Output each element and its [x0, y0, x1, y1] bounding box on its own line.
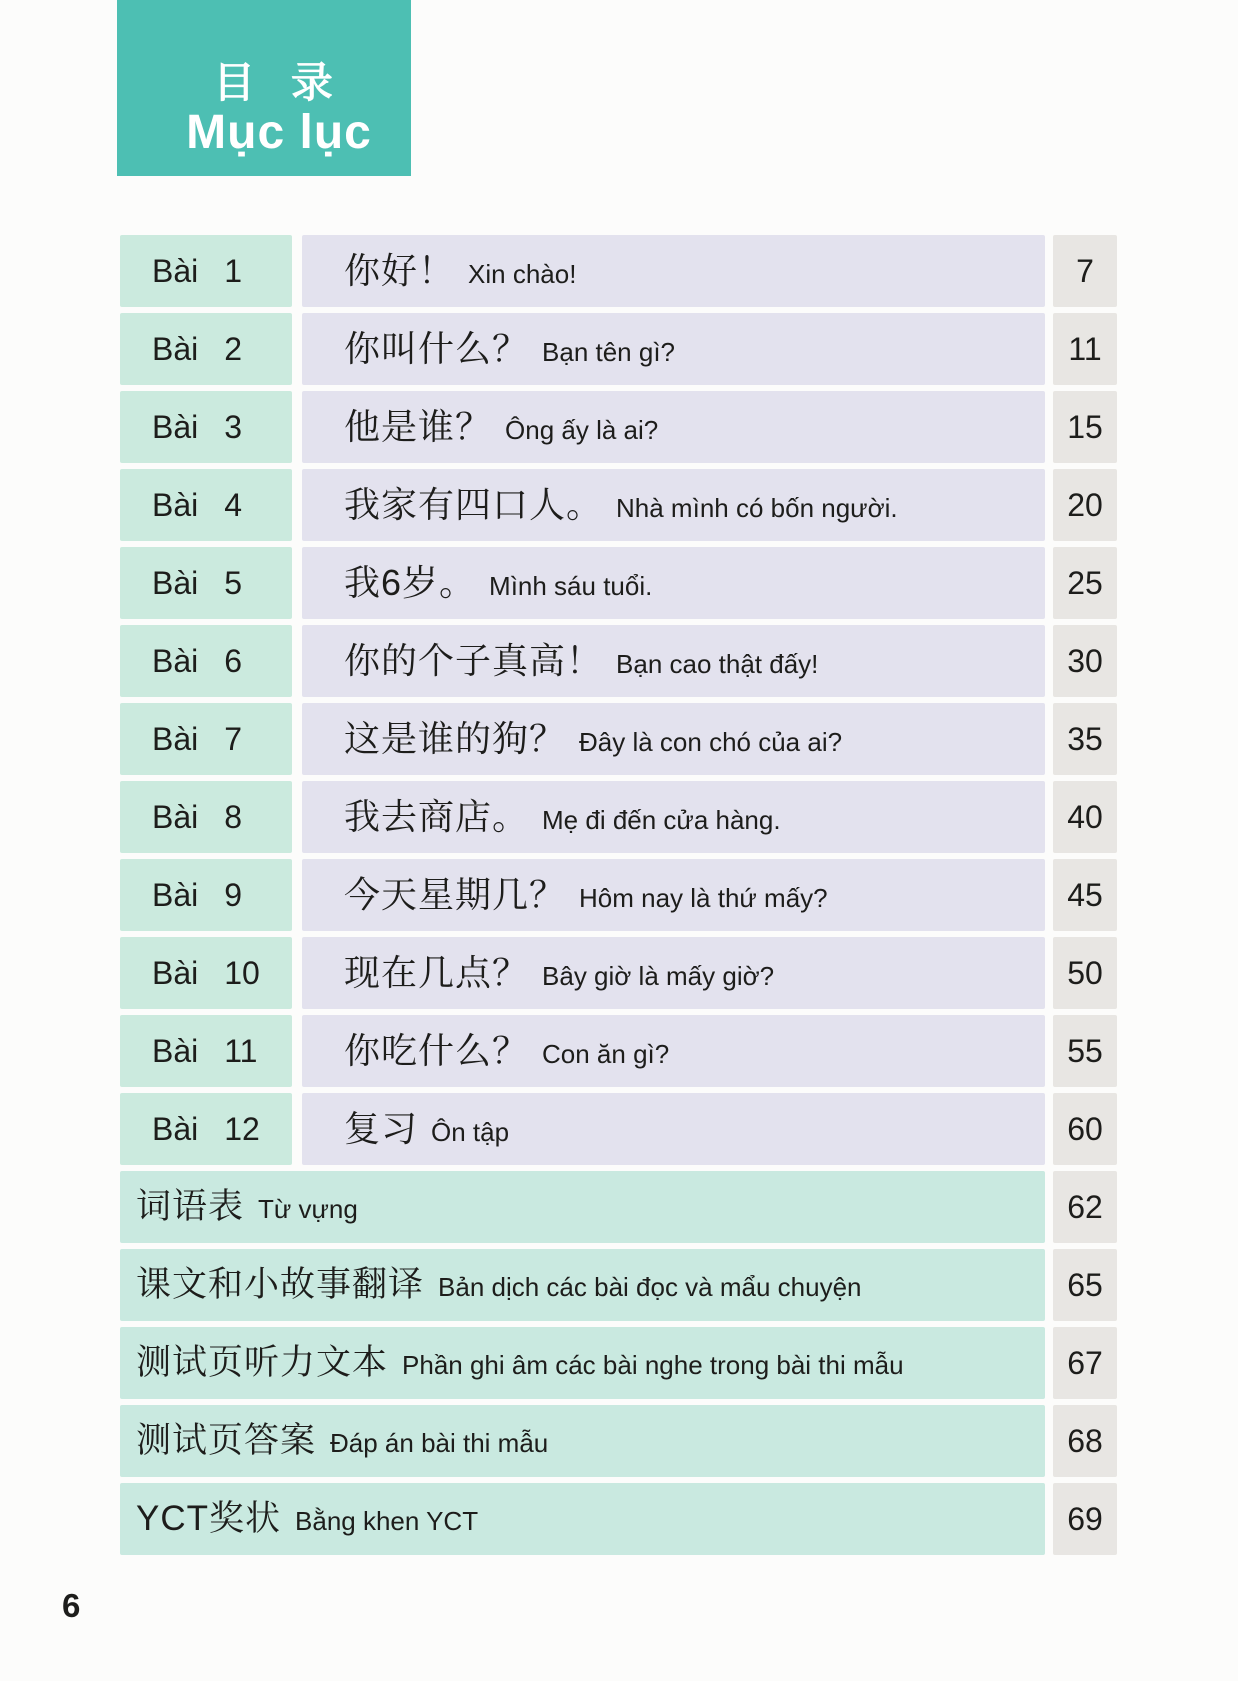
lesson-page-cell	[1053, 391, 1117, 463]
section-page-number: 62	[1067, 1189, 1103, 1225]
lesson-label: Bài	[152, 331, 199, 367]
lesson-title-cell	[302, 469, 1045, 541]
lesson-title-vietnamese: Xin chào!	[468, 259, 577, 289]
section-title-cell	[120, 1171, 1045, 1243]
lesson-page-number: 50	[1067, 955, 1103, 991]
toc-title-chinese: 目 录	[213, 58, 345, 106]
toc-lesson-row	[120, 625, 1117, 697]
lesson-title-chinese: 这是谁的狗？	[344, 718, 567, 759]
lesson-title-chinese: 你好！	[344, 250, 456, 291]
lesson-page-cell	[1053, 703, 1117, 775]
lesson-page-number: 30	[1067, 643, 1103, 679]
book-page-number: 6	[62, 1587, 81, 1624]
lesson-page-number: 7	[1076, 253, 1094, 289]
toc-lesson-row	[120, 937, 1117, 1009]
section-page-number: 69	[1067, 1501, 1103, 1537]
lesson-title-chinese: 复习	[344, 1108, 419, 1149]
section-title-vietnamese: Bằng khen YCT	[295, 1506, 479, 1536]
lesson-title-chinese: 我6岁。	[344, 562, 477, 603]
lesson-number: 11	[224, 1033, 258, 1069]
lesson-number-cell	[120, 781, 292, 853]
toc-lesson-row	[120, 547, 1117, 619]
lesson-title-chinese: 你的个子真高！	[344, 640, 604, 681]
lesson-page-cell	[1053, 1093, 1117, 1165]
lesson-label: Bài	[152, 253, 199, 289]
lesson-title-vietnamese: Bạn tên gì?	[542, 337, 676, 367]
section-title-chinese: 课文和小故事翻译	[136, 1265, 425, 1304]
toc-section-row	[120, 1483, 1117, 1555]
lesson-title-vietnamese: Hôm nay là thứ mấy?	[579, 883, 828, 913]
lesson-title-cell	[302, 859, 1045, 931]
lesson-number: 9	[224, 877, 243, 913]
toc-section-row	[120, 1249, 1117, 1321]
section-page-cell	[1053, 1171, 1117, 1243]
lesson-title-vietnamese: Ông ấy là ai?	[505, 415, 659, 445]
section-title-cell	[120, 1327, 1045, 1399]
toc-lesson-row	[120, 1015, 1117, 1087]
section-page-number: 65	[1067, 1267, 1103, 1303]
lesson-page-cell	[1053, 313, 1117, 385]
lesson-label: Bài	[152, 487, 199, 523]
section-title-vietnamese: Từ vựng	[258, 1194, 358, 1224]
section-page-cell	[1053, 1327, 1117, 1399]
lesson-page-number: 11	[1068, 331, 1102, 367]
section-page-number: 68	[1067, 1423, 1103, 1459]
lesson-number-cell	[120, 1093, 292, 1165]
lesson-title-vietnamese: Nhà mình có bốn người.	[616, 493, 898, 523]
lesson-title-vietnamese: Mẹ đi đến cửa hàng.	[542, 805, 781, 835]
lesson-number-cell	[120, 703, 292, 775]
lesson-page-number: 35	[1067, 721, 1103, 757]
section-title-chinese: 测试页听力文本	[136, 1343, 389, 1382]
lesson-title-cell	[302, 235, 1045, 307]
lesson-title-cell	[302, 703, 1045, 775]
lesson-title-chinese: 你叫什么？	[344, 328, 530, 369]
lesson-label: Bài	[152, 1111, 199, 1147]
section-page-cell	[1053, 1483, 1117, 1555]
lesson-number: 7	[224, 721, 243, 757]
lesson-title-vietnamese: Ôn tập	[431, 1117, 510, 1147]
lesson-title-cell	[302, 547, 1045, 619]
lesson-number-cell	[120, 235, 292, 307]
toc-section-row	[120, 1327, 1117, 1399]
toc-section-row	[120, 1405, 1117, 1477]
lesson-title-vietnamese: Con ăn gì?	[542, 1039, 670, 1069]
lesson-page-cell	[1053, 781, 1117, 853]
lesson-title-chinese: 他是谁？	[344, 406, 493, 447]
lesson-title-chinese: 现在几点？	[344, 952, 530, 993]
lesson-title-vietnamese: Bây giờ là mấy giờ?	[542, 961, 775, 991]
lesson-number-cell	[120, 547, 292, 619]
lesson-title-cell	[302, 1015, 1045, 1087]
toc-header-box	[117, 0, 411, 176]
section-title-cell	[120, 1483, 1045, 1555]
lesson-page-cell	[1053, 469, 1117, 541]
lesson-title-chinese: 我去商店。	[344, 796, 530, 837]
section-page-cell	[1053, 1405, 1117, 1477]
lesson-label: Bài	[152, 721, 199, 757]
section-title-cell	[120, 1405, 1045, 1477]
toc-lesson-row	[120, 703, 1117, 775]
lesson-page-cell	[1053, 859, 1117, 931]
lesson-page-cell	[1053, 625, 1117, 697]
lesson-title-cell	[302, 937, 1045, 1009]
lesson-page-cell	[1053, 1015, 1117, 1087]
lesson-number: 3	[224, 409, 243, 445]
lesson-page-number: 40	[1067, 799, 1103, 835]
lesson-page-cell	[1053, 235, 1117, 307]
lesson-page-cell	[1053, 547, 1117, 619]
lesson-page-number: 20	[1067, 487, 1103, 523]
section-title-chinese: 词语表	[136, 1187, 245, 1226]
toc-lesson-row	[120, 469, 1117, 541]
lesson-title-chinese: 你吃什么？	[344, 1030, 530, 1071]
toc-title-vietnamese: Mục lục	[186, 106, 372, 160]
toc-lesson-row	[120, 313, 1117, 385]
lesson-number-cell	[120, 313, 292, 385]
lesson-title-vietnamese: Bạn cao thật đấy!	[616, 649, 819, 679]
lesson-title-vietnamese: Mình sáu tuổi.	[489, 571, 653, 601]
lesson-title-cell	[302, 391, 1045, 463]
lesson-number-cell	[120, 937, 292, 1009]
section-title-cell	[120, 1249, 1045, 1321]
section-title-chinese: 测试页答案	[136, 1421, 317, 1460]
toc-lesson-row	[120, 391, 1117, 463]
section-page-cell	[1053, 1249, 1117, 1321]
lesson-number-cell	[120, 391, 292, 463]
lesson-label: Bài	[152, 409, 199, 445]
lesson-page-number: 15	[1067, 409, 1103, 445]
lesson-number-cell	[120, 1015, 292, 1087]
table-of-contents	[120, 235, 1117, 1561]
lesson-number-cell	[120, 625, 292, 697]
section-title-vietnamese: Phần ghi âm các bài nghe trong bài thi mẫu	[402, 1350, 904, 1380]
lesson-title-cell	[302, 313, 1045, 385]
section-title-vietnamese: Đáp án bài thi mẫu	[330, 1428, 549, 1458]
lesson-label: Bài	[152, 799, 199, 835]
lesson-number: 5	[224, 565, 243, 601]
lesson-label: Bài	[152, 877, 199, 913]
lesson-title-cell	[302, 625, 1045, 697]
lesson-number: 10	[224, 955, 260, 991]
lesson-title-chinese: 我家有四口人。	[344, 484, 604, 525]
lesson-page-number: 55	[1067, 1033, 1103, 1069]
toc-lesson-row	[120, 1093, 1117, 1165]
lesson-number-cell	[120, 469, 292, 541]
lesson-number: 12	[224, 1111, 260, 1147]
toc-lesson-row	[120, 235, 1117, 307]
lesson-title-cell	[302, 1093, 1045, 1165]
toc-lesson-row	[120, 781, 1117, 853]
lesson-number: 2	[224, 331, 243, 367]
lesson-label: Bài	[152, 565, 199, 601]
lesson-number: 6	[224, 643, 243, 679]
section-title-vietnamese: Bản dịch các bài đọc và mẩu chuyện	[438, 1272, 862, 1302]
lesson-number: 8	[224, 799, 243, 835]
lesson-title-vietnamese: Đây là con chó của ai?	[579, 727, 843, 757]
lesson-label: Bài	[152, 643, 199, 679]
lesson-number-cell	[120, 859, 292, 931]
toc-lesson-row	[120, 859, 1117, 931]
toc-section-row	[120, 1171, 1117, 1243]
lesson-number: 4	[224, 487, 243, 523]
lesson-label: Bài	[152, 955, 199, 991]
lesson-page-cell	[1053, 937, 1117, 1009]
lesson-page-number: 60	[1067, 1111, 1103, 1147]
lesson-number: 1	[224, 253, 243, 289]
section-page-number: 67	[1067, 1345, 1103, 1381]
lesson-label: Bài	[152, 1033, 199, 1069]
lesson-title-chinese: 今天星期几？	[344, 874, 567, 915]
section-title-chinese: YCT奖状	[136, 1499, 282, 1538]
lesson-page-number: 25	[1067, 565, 1103, 601]
lesson-page-number: 45	[1067, 877, 1103, 913]
lesson-title-cell	[302, 781, 1045, 853]
